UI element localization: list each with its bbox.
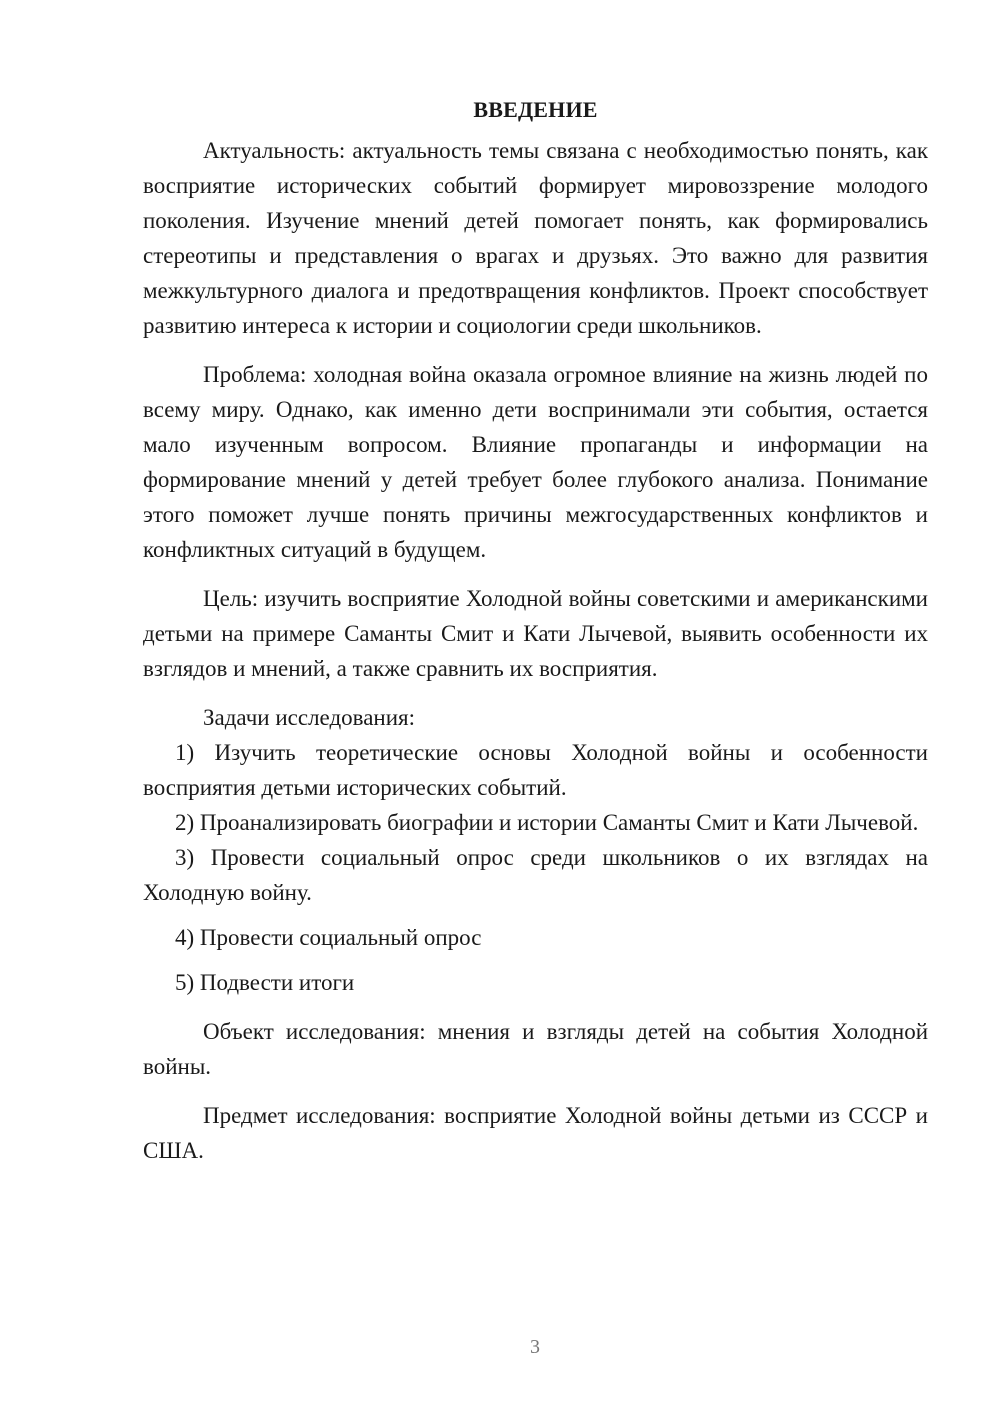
page-title: ВВЕДЕНИЕ: [473, 97, 598, 122]
relevance-paragraph: Актуальность: актуальность темы связана с необходимостью понять, как восприятие исторических событий формирует мировоззрение молодого поколения. Изучение мнений детей помогает понять, как формировались стереотипы и представления о врагах и друзьях. Это важно для развития межкультурного диалога и предотвращения конфликтов. Проект способствует развитию интереса к истории и социологии среди школьников.: [143, 138, 928, 338]
object-paragraph: Объект исследования: мнения и взгляды детей на события Холодной войны.: [143, 1019, 928, 1079]
task-item-5: 5) Подвести итоги: [175, 970, 355, 995]
task-item-4: 4) Провести социальный опрос: [175, 925, 482, 950]
goal-paragraph: Цель: изучить восприятие Холодной войны советскими и американскими детьми на примере Саманты Смит и Кати Лычевой, выявить особенности их взглядов и мнений, а также сравнить их восприятия.: [143, 586, 928, 681]
task-item-1: 1) Изучить теоретические основы Холодной войны и особенности восприятия детьми исторических событий.: [143, 740, 928, 800]
task-item-2: 2) Проанализировать биографии и истории Саманты Смит и Кати Лычевой.: [175, 810, 919, 835]
subject-paragraph: Предмет исследования: восприятие Холодной войны детьми из СССР и США.: [143, 1103, 928, 1163]
problem-paragraph: Проблема: холодная война оказала огромное влияние на жизнь людей по всему миру. Однако, как именно дети воспринимали эти события, остается мало изученным вопросом. Влияние пропаганды и информации на формирование мнений у детей требует более глубокого анализа. Понимание этого поможет лучше понять причины межгосударственных конфликтов и конфликтных ситуаций в будущем.: [143, 362, 928, 562]
task-item-3: 3) Провести социальный опрос среди школьников о их взглядах на Холодную войну.: [143, 845, 928, 905]
page-number: 3: [530, 1336, 540, 1358]
tasks-heading: Задачи исследования:: [203, 705, 416, 730]
document-body: [143, 92, 928, 1168]
